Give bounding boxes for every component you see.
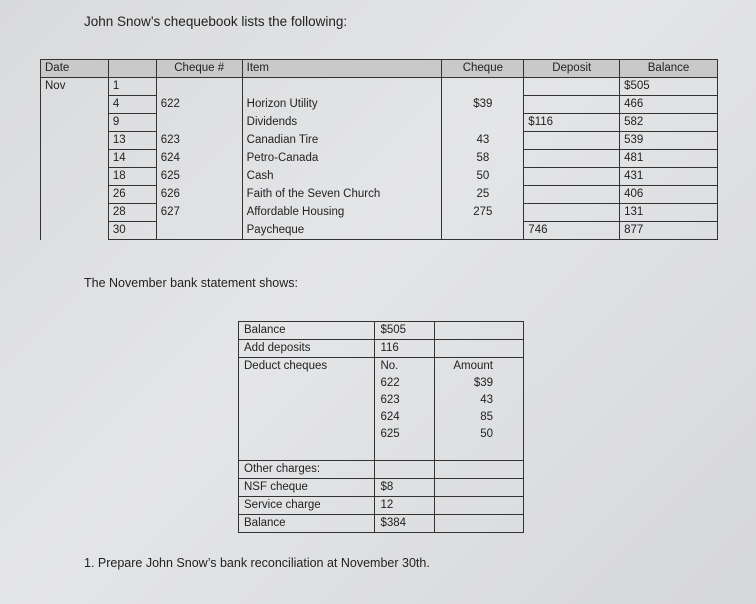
cheque-amount: 43 (435, 392, 524, 409)
balance-cell: 877 (620, 222, 718, 240)
chequebook-row (41, 204, 718, 222)
blank (435, 461, 524, 479)
balance-cell: 539 (620, 132, 718, 150)
chequebook-header-row (41, 60, 718, 78)
cheque-amount: $39 (435, 375, 524, 392)
bank-cheque-row (239, 375, 524, 392)
service-label: Service charge (239, 497, 375, 515)
blank (375, 443, 435, 461)
deposit-cell (524, 78, 620, 96)
item-cell: Paycheque (242, 222, 442, 240)
month-cell: Nov (41, 78, 109, 96)
cheque-cell (442, 222, 524, 240)
chequebook-row (41, 96, 718, 114)
cheque-no: 622 (375, 375, 435, 392)
nsf-label: NSF cheque (239, 479, 375, 497)
blank (435, 497, 524, 515)
service-value: 12 (375, 497, 435, 515)
bank-row (239, 443, 524, 461)
month-cell (41, 96, 109, 114)
balance-cell: 431 (620, 168, 718, 186)
bank-statement-table (238, 321, 524, 533)
cheque-amount: 50 (435, 426, 524, 443)
blank (435, 515, 524, 533)
day-cell: 1 (108, 78, 156, 96)
deposit-cell (524, 168, 620, 186)
item-cell (242, 78, 442, 96)
cheque-no-cell (156, 114, 242, 132)
document-title: John Snow’s chequebook lists the following: (84, 14, 348, 29)
balance-cell: 481 (620, 150, 718, 168)
cheque-no: 625 (375, 426, 435, 443)
blank (239, 426, 375, 443)
blank (435, 479, 524, 497)
end-balance-label: Balance (239, 515, 375, 533)
balance-cell: 131 (620, 204, 718, 222)
day-cell: 13 (108, 132, 156, 150)
balance-value: $505 (375, 322, 435, 340)
month-cell (41, 186, 109, 204)
deposit-header: Deposit (524, 60, 620, 78)
no-header: No. (375, 358, 435, 376)
blank (239, 392, 375, 409)
deposit-cell (524, 150, 620, 168)
cheque-no: 623 (375, 392, 435, 409)
blank (239, 375, 375, 392)
cheque-cell: 58 (442, 150, 524, 168)
bank-row (239, 479, 524, 497)
deposits-value: 116 (375, 340, 435, 358)
chequebook-row (41, 78, 718, 96)
deposit-cell (524, 204, 620, 222)
bank-cheque-row (239, 392, 524, 409)
cheque-no-cell: 627 (156, 204, 242, 222)
cheque-cell (442, 78, 524, 96)
deduct-label: Deduct cheques (239, 358, 375, 376)
month-cell (41, 204, 109, 222)
deposit-cell: $116 (524, 114, 620, 132)
item-cell: Faith of the Seven Church (242, 186, 442, 204)
cheque-no-cell: 625 (156, 168, 242, 186)
month-cell (41, 114, 109, 132)
question-text: 1. Prepare John Snow’s bank reconciliation at November 30th. (84, 556, 430, 570)
cheque-no-header: Cheque # (156, 60, 242, 78)
bank-statement-subtitle: The November bank statement shows: (84, 276, 298, 290)
chequebook-row (41, 222, 718, 240)
chequebook-row (41, 114, 718, 132)
bank-row (239, 497, 524, 515)
day-cell: 14 (108, 150, 156, 168)
cheque-no-cell: 626 (156, 186, 242, 204)
bank-cheque-row (239, 426, 524, 443)
chequebook-row (41, 150, 718, 168)
balance-header: Balance (620, 60, 718, 78)
balance-label: Balance (239, 322, 375, 340)
cheque-cell: $39 (442, 96, 524, 114)
cheque-cell: 43 (442, 132, 524, 150)
day-cell: 9 (108, 114, 156, 132)
bank-row (239, 340, 524, 358)
day-cell: 18 (108, 168, 156, 186)
deposits-label: Add deposits (239, 340, 375, 358)
deposit-cell: 746 (524, 222, 620, 240)
cheque-amount: 85 (435, 409, 524, 426)
blank (435, 322, 524, 340)
deposit-cell (524, 96, 620, 114)
cheque-cell: 50 (442, 168, 524, 186)
other-label: Other charges: (239, 461, 375, 479)
item-cell: Horizon Utility (242, 96, 442, 114)
bank-row (239, 322, 524, 340)
cheque-no: 624 (375, 409, 435, 426)
cheque-no-cell (156, 78, 242, 96)
balance-cell: $505 (620, 78, 718, 96)
amount-header: Amount (435, 358, 524, 376)
item-cell: Petro-Canada (242, 150, 442, 168)
month-cell (41, 132, 109, 150)
cheque-cell (442, 114, 524, 132)
item-cell: Canadian Tire (242, 132, 442, 150)
deposit-cell (524, 132, 620, 150)
bank-row (239, 461, 524, 479)
cheque-no-cell (156, 222, 242, 240)
bank-cheque-row (239, 409, 524, 426)
blank (435, 443, 524, 461)
item-cell: Affordable Housing (242, 204, 442, 222)
bank-row (239, 358, 524, 376)
cheque-cell: 25 (442, 186, 524, 204)
chequebook-row (41, 132, 718, 150)
deposit-cell (524, 186, 620, 204)
balance-cell: 466 (620, 96, 718, 114)
day-cell: 30 (108, 222, 156, 240)
day-cell: 28 (108, 204, 156, 222)
blank (375, 461, 435, 479)
cheque-no-cell: 622 (156, 96, 242, 114)
bank-row (239, 515, 524, 533)
month-cell (41, 222, 109, 240)
blank (239, 443, 375, 461)
item-cell: Dividends (242, 114, 442, 132)
day-cell: 26 (108, 186, 156, 204)
item-cell: Cash (242, 168, 442, 186)
nsf-value: $8 (375, 479, 435, 497)
cheque-no-cell: 624 (156, 150, 242, 168)
chequebook-row (41, 168, 718, 186)
item-header: Item (242, 60, 442, 78)
cheque-cell: 275 (442, 204, 524, 222)
chequebook-row (41, 186, 718, 204)
end-balance-value: $384 (375, 515, 435, 533)
blank (435, 340, 524, 358)
month-cell (41, 168, 109, 186)
day-cell: 4 (108, 96, 156, 114)
chequebook-table (40, 59, 718, 240)
month-cell (41, 150, 109, 168)
cheque-no-cell: 623 (156, 132, 242, 150)
balance-cell: 406 (620, 186, 718, 204)
date-header: Date (41, 60, 109, 78)
cheque-header: Cheque (442, 60, 524, 78)
balance-cell: 582 (620, 114, 718, 132)
blank (239, 409, 375, 426)
